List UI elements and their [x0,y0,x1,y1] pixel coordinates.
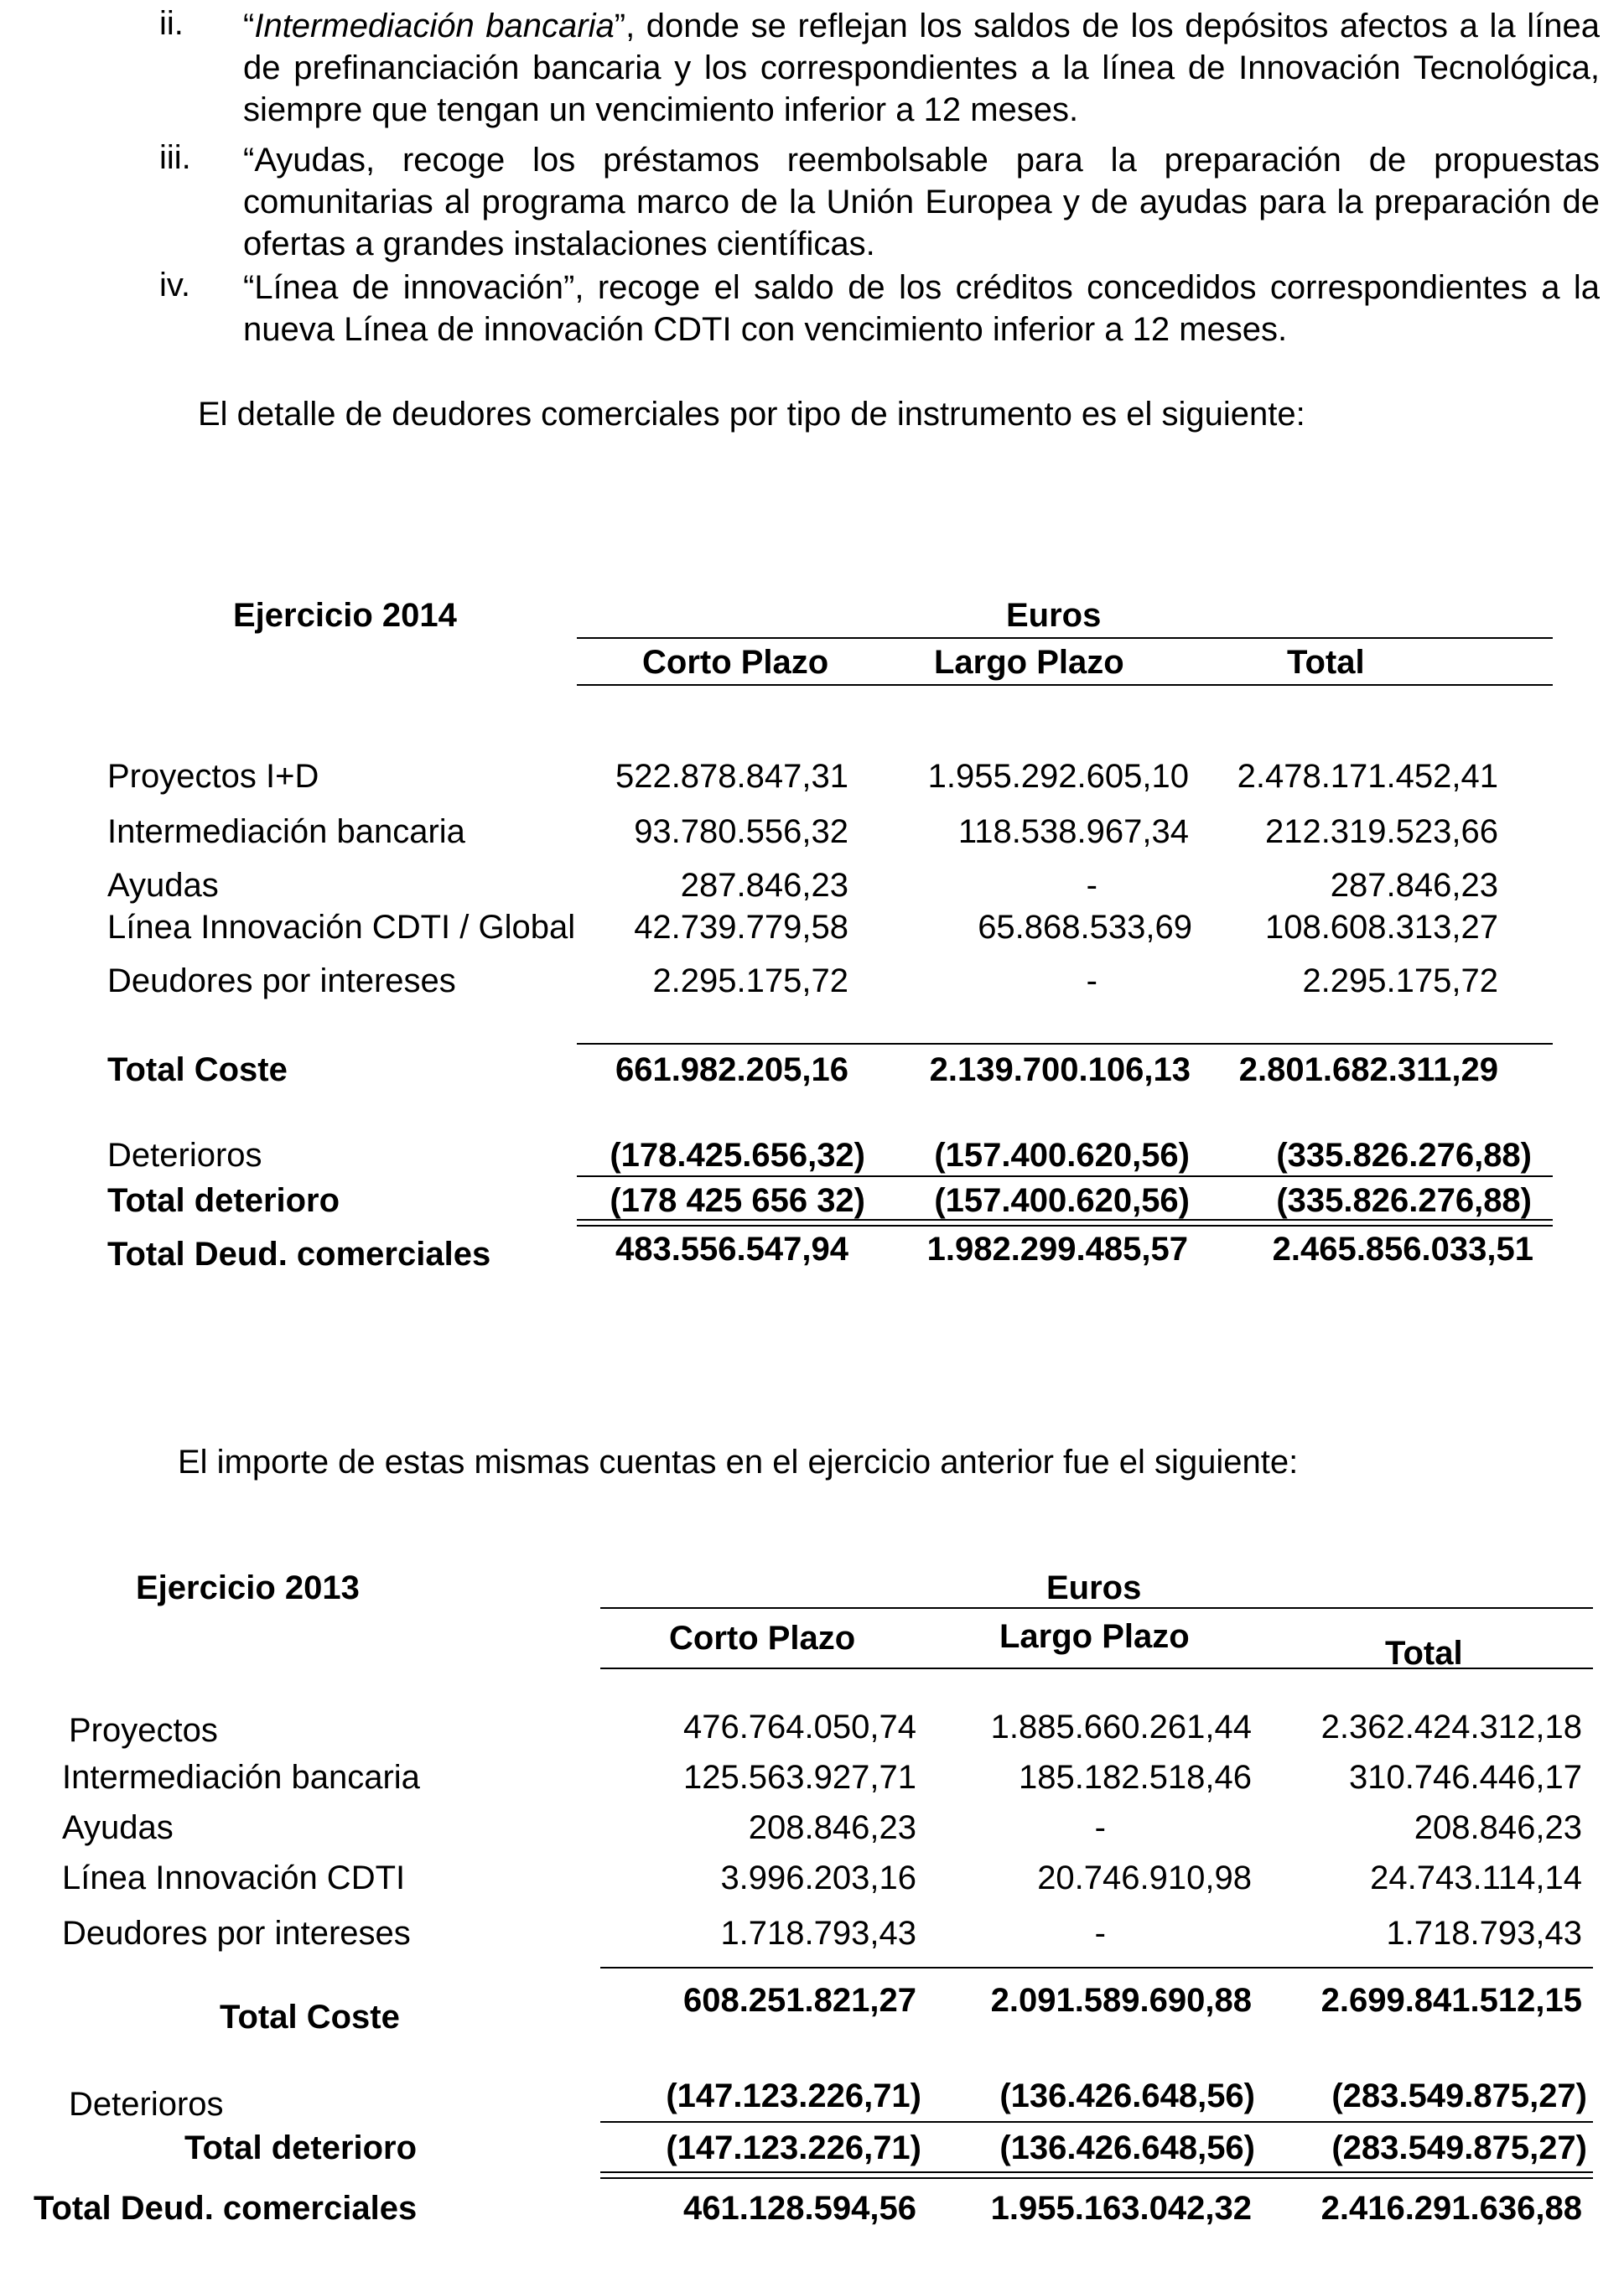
cell-long-term: (136.426.648,56) [999,2077,1255,2114]
column-header-short-term: Corto Plazo [669,1620,856,1657]
cell-total: 2.362.424.312,18 [1320,1709,1582,1745]
cell-short-term: 661.982.205,16 [615,1051,848,1088]
row-label: Total Coste [220,1999,400,2036]
cell-short-term: (178 425 656 32) [610,1182,865,1219]
cell-short-term: 93.780.556,32 [634,813,848,850]
header-rule [600,1668,1593,1669]
cell-long-term: - [1086,962,1097,999]
list-item-body: ”, donde se reflejan los saldos de los depósitos afectos a la línea de prefinanciación bancaria y los correspondientes a la línea de Innovación Tecnológica, siempre que tengan un vencimiento inferior a 12 meses. [243,8,1600,128]
cell-short-term: 476.764.050,74 [682,1709,916,1745]
row-label: Ayudas [107,867,219,904]
subtotal-rule [577,1175,1553,1177]
cell-short-term: (178.425.656,32) [610,1137,865,1174]
cell-short-term: 287.846,23 [680,867,848,904]
column-header-total: Total [1287,644,1365,681]
subtotal-rule [600,1967,1593,1969]
currency-header: Euros [1006,597,1102,634]
cell-long-term: - [1086,867,1097,904]
list-item-number: iii. [159,139,191,176]
cell-long-term: (157.400.620,56) [934,1137,1190,1174]
cell-short-term: 1.718.793,43 [720,1915,916,1952]
cell-long-term: 1.955.163.042,32 [990,2190,1252,2227]
list-item-text: “Ayudas, recoge los préstamos reembolsable para la preparación de propuestas comunitarias al programa marco de la Unión Europea y de ayudas para la preparación de ofertas a grandes instalaciones científicas. [243,142,1600,262]
row-label: Proyectos I+D [107,758,319,795]
cell-long-term: 2.091.589.690,88 [990,1982,1252,2019]
intro-paragraph-2014: El detalle de deudores comerciales por tipo de instrumento es el siguiente: [198,396,1305,433]
list-item-quote-open: “ [243,8,255,44]
cell-long-term: 1.982.299.485,57 [926,1231,1188,1268]
cell-total: 2.465.856.033,51 [1272,1231,1533,1268]
cell-total: 208.846,23 [1414,1809,1582,1846]
header-rule [577,637,1553,639]
cell-short-term: 2.295.175,72 [652,962,848,999]
cell-total: 2.478.171.452,41 [1237,758,1498,795]
cell-short-term: 208.846,23 [748,1809,916,1846]
cell-short-term: 522.878.847,31 [615,758,848,795]
cell-total: (283.549.875,27) [1331,2129,1587,2166]
cell-short-term: 461.128.594,56 [682,2190,916,2227]
row-label: Total Deud. comerciales [34,2190,418,2227]
cell-long-term: - [1094,1915,1106,1952]
cell-total: 24.743.114,14 [1370,1860,1582,1896]
cell-total: (335.826.276,88) [1276,1137,1532,1174]
header-rule [577,684,1553,686]
row-label: Proyectos [69,1712,218,1749]
subtotal-rule [577,1043,1553,1045]
row-label: Intermediación bancaria [62,1759,420,1796]
row-label: Deudores por intereses [107,962,456,999]
cell-long-term: - [1094,1809,1106,1846]
cell-long-term: 118.538.967,34 [957,813,1189,850]
table-year-label: Ejercicio 2013 [136,1569,360,1606]
row-label: Intermediación bancaria [107,813,465,850]
list-item-emphasis: Intermediación bancaria [254,8,615,44]
cell-total: 2.416.291.636,88 [1320,2190,1582,2227]
cell-long-term: 185.182.518,46 [1018,1759,1252,1796]
row-label: Línea Innovación CDTI [62,1860,406,1896]
row-label: Deterioros [107,1137,262,1174]
total-double-rule [577,1219,1553,1227]
cell-total: 2.295.175,72 [1302,962,1498,999]
cell-short-term: (147.123.226,71) [666,2077,921,2114]
currency-header: Euros [1046,1569,1142,1606]
row-label: Ayudas [62,1809,174,1846]
cell-long-term: (157.400.620,56) [934,1182,1190,1219]
cell-long-term: 20.746.910,98 [1037,1860,1252,1896]
cell-long-term: 65.868.533,69 [978,909,1192,946]
cell-short-term: 608.251.821,27 [682,1982,916,2019]
row-label: Total deterioro [107,1182,340,1219]
cell-total: (335.826.276,88) [1276,1182,1532,1219]
row-label: Deudores por intereses [62,1915,411,1952]
list-item-text [243,5,1600,131]
cell-long-term: 1.955.292.605,10 [927,758,1189,795]
row-label: Deterioros [69,2086,224,2123]
list-item-number: iv. [159,267,191,303]
cell-total: 108.608.313,27 [1264,909,1498,946]
column-header-long-term: Largo Plazo [934,644,1124,681]
row-label: Línea Innovación CDTI / Global [107,909,576,946]
list-item-text: “Línea de innovación”, recoge el saldo de los créditos concedidos correspondientes a la nueva Línea de innovación CDTI con vencimiento inferior a 12 meses. [243,269,1600,348]
row-label: Total Coste [107,1051,288,1088]
table-year-label: Ejercicio 2014 [233,597,457,634]
cell-total: 310.746.446,17 [1348,1759,1582,1796]
cell-total: 287.846,23 [1330,867,1498,904]
column-header-short-term: Corto Plazo [642,644,829,681]
cell-long-term: 1.885.660.261,44 [990,1709,1252,1745]
cell-total: 2.699.841.512,15 [1320,1982,1582,2019]
header-rule [600,1607,1593,1609]
cell-total: 2.801.682.311,29 [1238,1051,1498,1088]
cell-short-term: 42.739.779,58 [634,909,848,946]
intro-paragraph-2013: El importe de estas mismas cuentas en el ejercicio anterior fue el siguiente: [178,1444,1299,1481]
cell-short-term: 125.563.927,71 [682,1759,916,1796]
total-double-rule [600,2171,1593,2179]
cell-long-term: 2.139.700.106,13 [929,1051,1191,1088]
cell-short-term: (147.123.226,71) [666,2129,921,2166]
cell-total: (283.549.875,27) [1331,2077,1587,2114]
column-header-long-term: Largo Plazo [999,1618,1190,1655]
row-label: Total deterioro [184,2129,418,2166]
list-item-number: ii. [159,5,184,42]
cell-short-term: 483.556.547,94 [615,1231,848,1268]
subtotal-rule [600,2121,1593,2123]
cell-total: 212.319.523,66 [1264,813,1498,850]
row-label: Total Deud. comerciales [107,1236,491,1273]
cell-short-term: 3.996.203,16 [720,1860,916,1896]
column-header-total: Total [1385,1635,1463,1672]
cell-long-term: (136.426.648,56) [999,2129,1255,2166]
cell-total: 1.718.793,43 [1386,1915,1582,1952]
